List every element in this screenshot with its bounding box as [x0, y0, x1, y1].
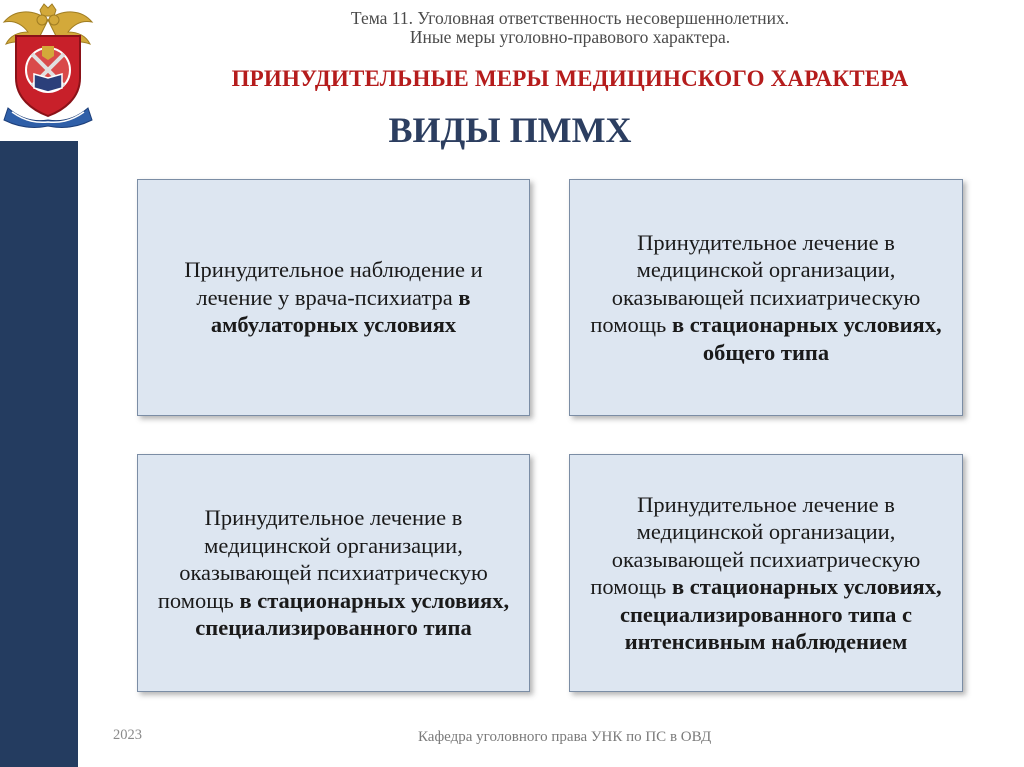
topic-line-2: Иные меры уголовно-правового характера.: [409, 27, 731, 47]
card-text: Принудительное лечение в медицинской организации, оказывающей психиатрическую помощь: [590, 491, 921, 599]
card-text-bold: в амбулаторных условиях: [210, 284, 471, 338]
card-text-bold: в стационарных условиях, специализированного типа: [195, 587, 510, 641]
card-stationary-intensive: [569, 454, 963, 692]
left-sidebar-bar: [0, 141, 78, 767]
card-text: Принудительное наблюдение и лечение у врача-психиатра: [184, 257, 483, 310]
footer-year: 2023: [113, 727, 142, 743]
card-stationary-general: [569, 179, 963, 416]
card-text: Принудительное лечение в медицинской организации, оказывающей психиатрическую помощь: [157, 505, 488, 613]
emblem-icon: [2, 2, 94, 130]
card-text: Принудительное лечение в медицинской организации, оказывающей психиатрическую помощь: [590, 229, 921, 338]
card-stationary-specialized: [137, 454, 530, 692]
card-text-bold: в стационарных условиях, общего типа: [671, 312, 942, 365]
card-text-bold: в стационарных условиях, специализированного типа с интенсивным наблюдением: [619, 574, 942, 654]
slide-subtitle: ВИДЫ ПММХ: [388, 110, 632, 150]
slide-title: ПРИНУДИТЕЛЬНЫЕ МЕРЫ МЕДИЦИНСКОГО ХАРАКТЕРА: [231, 66, 909, 91]
footer-department: Кафедра уголовного права УНК по ПС в ОВД: [418, 729, 712, 745]
topic-line-1: Тема 11. Уголовная ответственность несовершеннолетних.: [350, 8, 790, 28]
card-ambulatory: [137, 179, 530, 416]
